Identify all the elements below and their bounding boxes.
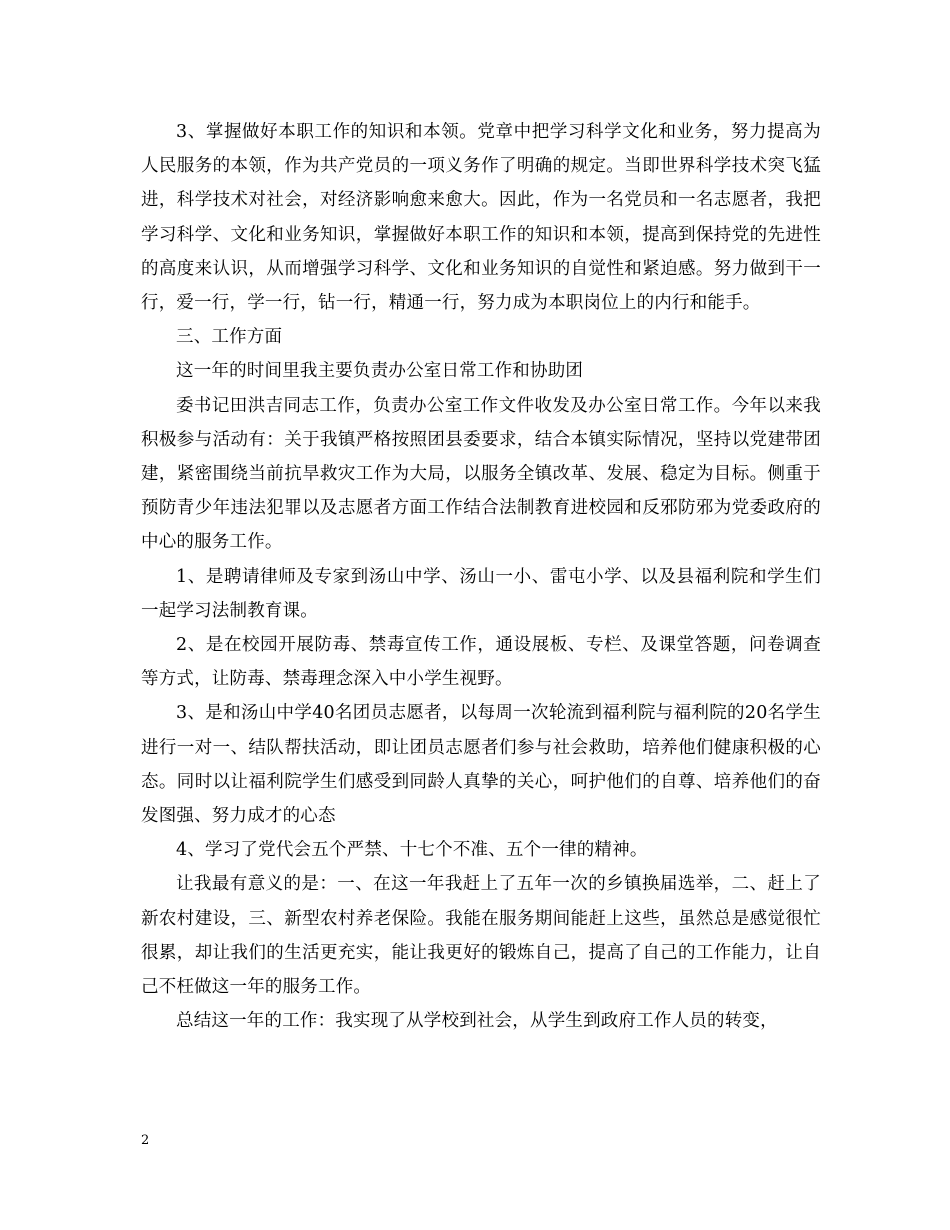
list-item-party-congress: 4、学习了党代会五个严禁、十七个不准、五个一律的精神。 <box>176 840 648 861</box>
list-item-volunteer-aid: 3、是和汤山中学40名团员志愿者，以每周一次轮流到福利院与福利院的20名学生进行一对一、结队帮扶活动，即让团员志愿者们参与社会救助，培养他们健康积极的心态。同时以让福利院学生们感受到同龄人真挚的关心，呵护他们的自尊、培养他们的奋发图强、努力成才的心态 <box>141 703 821 827</box>
section-heading-work: 三、工作方面 <box>176 327 283 348</box>
paragraph-meaningful-events: 让我最有意义的是：一、在这一年我赶上了五年一次的乡镇换届选举，二、赶上了新农村建设，三、新型农村养老保险。我能在服务期间能赶上这些，虽然总是感觉很忙很累，却让我们的生活更充实，能让我更好的锻炼自己，提高了自己的工作能力，让自己不枉做这一年的服务工作。 <box>141 874 821 998</box>
list-item-anti-drug: 2、是在校园开展防毒、禁毒宣传工作，通设展板、专栏、及课堂答题，问卷调查等方式，让防毒、禁毒理念深入中小学生视野。 <box>141 635 821 690</box>
page-number: 2 <box>141 1133 150 1148</box>
paragraph-work-details: 委书记田洪吉同志工作，负责办公室工作文件收发及办公室日常工作。今年以来我积极参与活动有：关于我镇严格按照团县委要求，结合本镇实际情况，坚持以党建带团建，紧密围绕当前抗旱救灾工作为大局，以服务全镇改革、发展、稳定为目标。侧重于预防青少年违法犯罪以及志愿者方面工作结合法制教育进校园和反邪防邪为党委政府的中心的服务工作。 <box>141 395 821 553</box>
list-item-law-education: 1、是聘请律师及专家到汤山中学、汤山一小、雷屯小学、以及县福利院和学生们一起学习法制教育课。 <box>141 566 821 621</box>
paragraph-knowledge-skills: 3、掌握做好本职工作的知识和本领。党章中把学习科学文化和业务，努力提高为人民服务的本领，作为共产党员的一项义务作了明确的规定。当即世界科学技术突飞猛进，科学技术对社会，对经济影响愈来愈大。因此，作为一名党员和一名志愿者，我把学习科学、文化和业务知识，掌握做好本职工作的知识和本领，提高到保持党的先进性的高度来认识，从而增强学习科学、文化和业务知识的自觉性和紧迫感。努力做到干一行，爱一行，学一行，钻一行，精通一行，努力成为本职岗位上的内行和能手。 <box>141 122 821 314</box>
paragraph-work-intro: 这一年的时间里我主要负责办公室日常工作和协助团 <box>176 361 584 382</box>
document-body <box>141 115 821 1038</box>
paragraph-summary: 总结这一年的工作：我实现了从学校到社会，从学生到政府工作人员的转变， <box>176 1011 778 1032</box>
